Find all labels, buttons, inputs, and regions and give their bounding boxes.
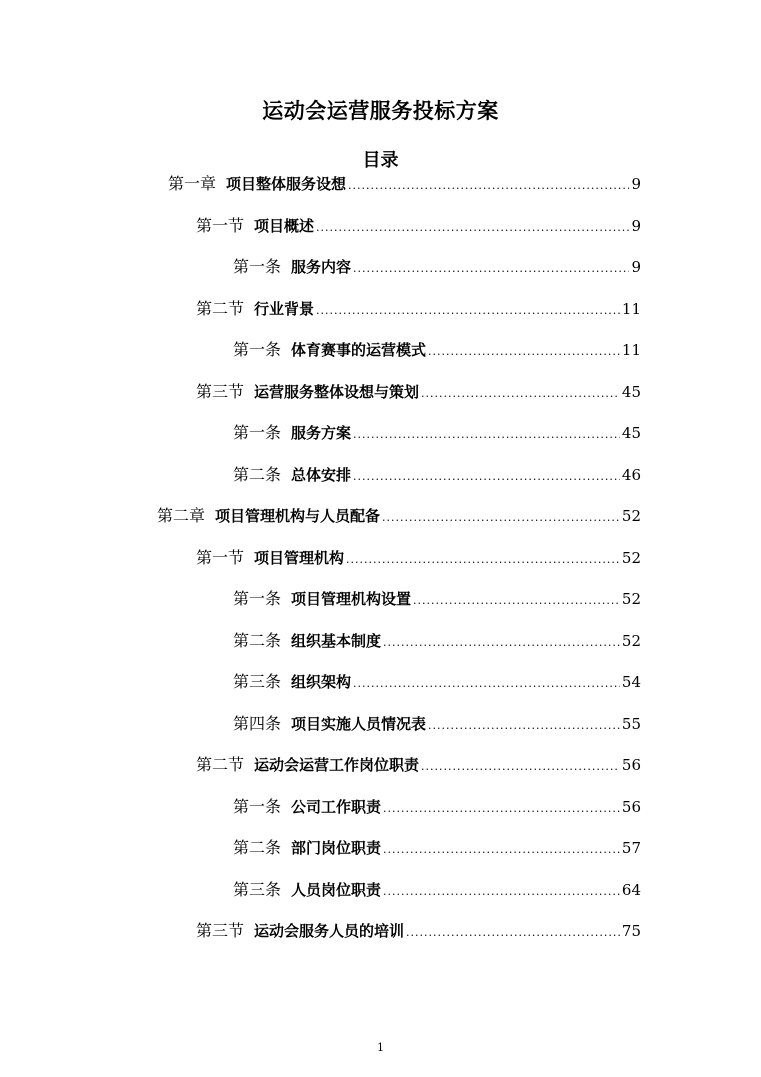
dot-leader (421, 382, 620, 406)
toc-entry-label: 行业背景 (254, 299, 315, 318)
toc-entry[interactable] (233, 629, 641, 653)
toc-entry-number: 第一条 (233, 257, 282, 276)
dot-leader (428, 714, 620, 738)
toc-entry[interactable] (233, 463, 641, 487)
toc-entry-number: 第二节 (196, 298, 245, 318)
toc-entry-number: 第二条 (233, 630, 282, 650)
toc-entry[interactable] (233, 421, 641, 445)
toc-entry-label: 人员岗位职责 (291, 880, 382, 899)
toc-entry-label: 运动会服务人员的培训 (254, 922, 405, 940)
toc-entry-label: 服务方案 (291, 424, 352, 442)
toc-entry[interactable] (157, 504, 641, 528)
toc-entry-number: 第一节 (196, 547, 245, 567)
dot-leader (406, 921, 620, 945)
toc-entry[interactable] (196, 546, 641, 570)
toc-entry[interactable] (168, 172, 641, 196)
toc-entry[interactable] (196, 919, 641, 943)
document-title: 运动会运营服务投标方案 (262, 99, 499, 123)
toc-entry-number: 第一条 (233, 589, 282, 608)
toc-entry-page: 52 (621, 507, 641, 525)
toc-entry-label: 公司工作职责 (291, 797, 382, 816)
toc-entry-page: 54 (621, 673, 641, 691)
toc-entry-page: 56 (621, 797, 641, 816)
toc-entry[interactable] (233, 795, 641, 819)
toc-entry-page: 46 (621, 465, 641, 484)
toc-entry-number: 第三条 (233, 672, 282, 691)
toc-entry-number: 第二章 (157, 506, 206, 525)
toc-entry-page: 52 (621, 548, 641, 567)
toc-entry-page: 45 (621, 382, 641, 401)
dot-leader (382, 506, 620, 530)
toc-entry-number: 第一章 (168, 174, 217, 193)
dot-leader (383, 838, 620, 862)
toc-entry-page: 52 (621, 631, 641, 650)
toc-entry-label: 服务内容 (291, 258, 352, 276)
toc-entry[interactable] (233, 878, 641, 902)
toc-entry[interactable] (196, 380, 641, 404)
dot-leader (353, 257, 629, 281)
toc-entry-page: 64 (621, 880, 641, 899)
toc-entry-page: 9 (631, 216, 641, 235)
dot-leader (413, 589, 620, 613)
dot-leader (346, 548, 620, 572)
toc-entry-label: 体育赛事的运营模式 (291, 341, 427, 359)
dot-leader (353, 465, 620, 489)
toc-entry[interactable] (233, 712, 641, 736)
dot-leader (353, 672, 620, 696)
toc-entry[interactable] (233, 587, 641, 611)
dot-leader (421, 755, 620, 779)
toc-entry-page: 55 (621, 714, 641, 733)
page-number: 1 (377, 1041, 384, 1054)
toc-entry-label: 项目管理机构 (254, 548, 345, 567)
dot-leader (348, 174, 629, 198)
toc-entry-label: 运动会运营工作岗位职责 (254, 756, 420, 774)
toc-entry-number: 第二节 (196, 755, 245, 774)
toc-entry-label: 总体安排 (291, 465, 352, 484)
toc-entry[interactable] (196, 753, 641, 777)
toc-entry-page: 45 (621, 424, 641, 442)
toc-entry-number: 第一条 (233, 423, 282, 442)
toc-entry-number: 第一条 (233, 340, 282, 359)
toc-entry-label: 部门岗位职责 (291, 839, 382, 857)
toc-entry-number: 第三条 (233, 879, 282, 899)
toc-entry[interactable] (233, 338, 641, 362)
toc-entry-label: 项目概述 (254, 216, 315, 235)
dot-leader (316, 299, 620, 323)
toc-entry-page: 57 (621, 839, 641, 857)
toc-entry[interactable] (233, 670, 641, 694)
toc-entry-number: 第四条 (233, 713, 282, 733)
toc-entry-number: 第二条 (233, 838, 282, 857)
dot-leader (383, 797, 620, 821)
toc-entry-label: 组织基本制度 (291, 631, 382, 650)
toc-entry-page: 75 (621, 922, 641, 940)
toc-entry[interactable] (196, 214, 641, 238)
toc-entry-number: 第一节 (196, 215, 245, 235)
toc-entry-page: 9 (631, 175, 641, 193)
toc-entry-page: 56 (621, 756, 641, 774)
dot-leader (316, 216, 629, 240)
toc-entry-number: 第三节 (196, 921, 245, 940)
toc-heading: 目录 (362, 150, 399, 171)
toc-entry-label: 运营服务整体设想与策划 (254, 382, 420, 401)
toc-entry[interactable] (196, 297, 641, 321)
toc-entry-page: 52 (621, 590, 641, 608)
toc-entry[interactable] (233, 255, 641, 279)
dot-leader (383, 880, 620, 904)
toc-entry-page: 11 (621, 299, 641, 318)
toc-entry[interactable] (233, 836, 641, 860)
dot-leader (353, 423, 620, 447)
toc-entry-label: 项目管理机构设置 (291, 590, 412, 608)
toc-entry-label: 组织架构 (291, 673, 352, 691)
dot-leader (428, 340, 620, 364)
toc-entry-number: 第一条 (233, 796, 282, 816)
toc-entry-label: 项目管理机构与人员配备 (215, 507, 381, 525)
dot-leader (383, 631, 620, 655)
toc-entry-number: 第二条 (233, 464, 282, 484)
toc-entry-label: 项目实施人员情况表 (291, 714, 427, 733)
toc-entry-page: 9 (631, 258, 641, 276)
toc-entry-number: 第三节 (196, 381, 245, 401)
toc-entry-page: 11 (621, 341, 641, 359)
toc-entry-label: 项目整体服务设想 (226, 175, 347, 193)
